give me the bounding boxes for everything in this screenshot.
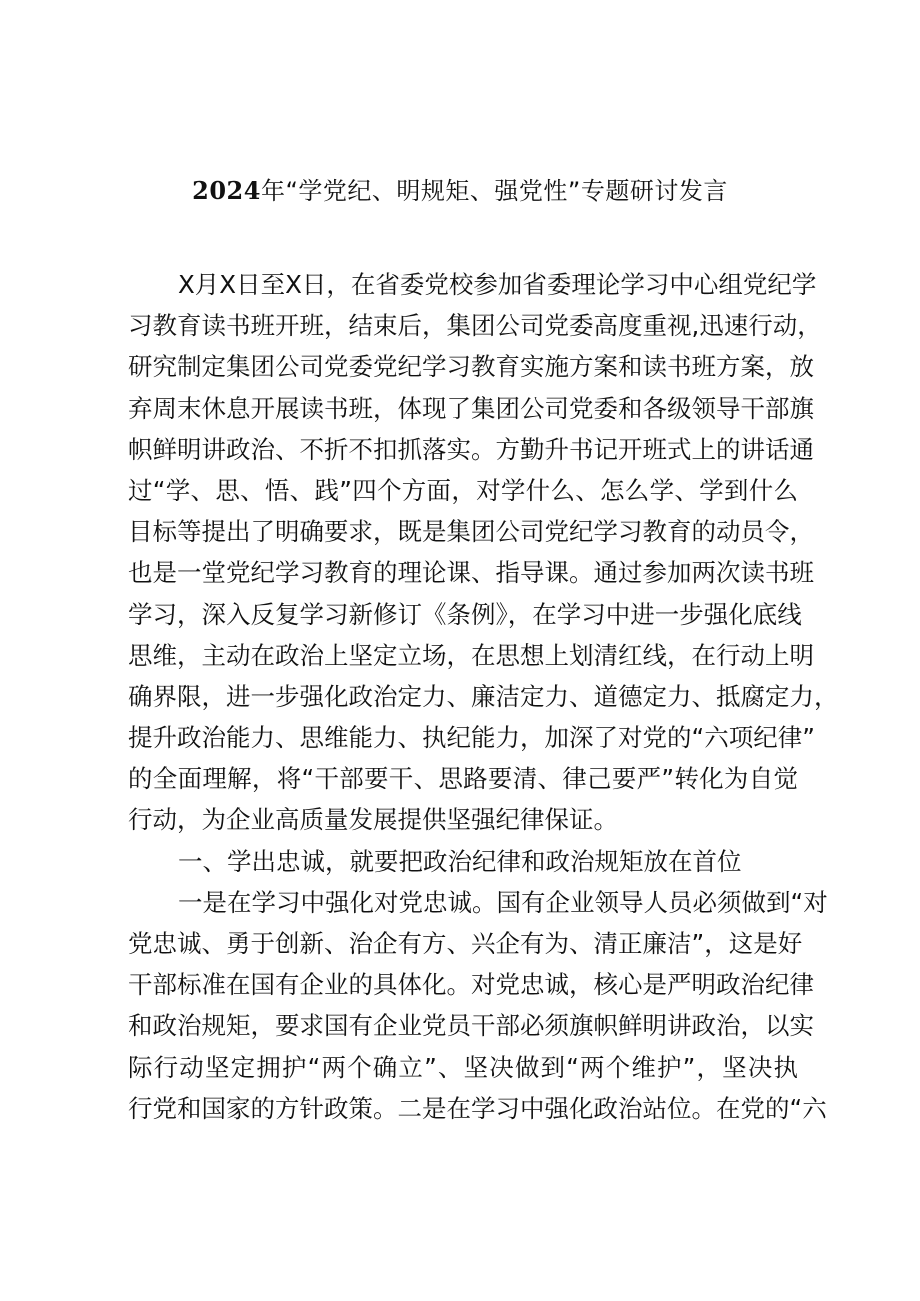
paragraph-line: 思维，主动在政治上坚定立场，在思想上划清红线，在行动上明 [128, 640, 814, 670]
paragraph-line: 也是一堂党纪学习教育的理论课、指导课。通过参加两次读书班 [128, 558, 814, 588]
paragraph-line: 党忠诚、勇于创新、治企有方、兴企有为、清正廉洁”，这是好 [128, 929, 803, 958]
title-text: 年“学党纪、明规矩、强党性”专题研讨发言 [260, 177, 728, 205]
paragraph-line: 行动，为企业高质量发展提供坚强纪律保证。 [128, 805, 618, 835]
paragraph-line: 际行动坚定拥护“两个确立”、坚决做到“两个维护”，坚决执 [128, 1052, 798, 1082]
section-heading-1 [128, 841, 798, 882]
paragraph-line: 习教育读书班开班，结束后，集团公司党委高度重视,迅速行动， [128, 311, 822, 341]
title-year: 2024 [192, 176, 261, 205]
paragraph-line: 行党和国家的方针政策。二是在学习中强化政治站位。在党的“六 [128, 1093, 827, 1123]
paragraph-line: 研究制定集团公司党委党纪学习教育实施方案和读书班方案，放 [128, 352, 814, 382]
document-body [128, 264, 839, 1129]
paragraph-line: 学习，深入反复学习新修订《条例》，在学习中进一步强化底线 [128, 599, 802, 629]
paragraph-line: 一是在学习中强化对党忠诚。国有企业领导人员必须做到“对 [178, 887, 828, 917]
paragraph-line: 目标等提出了明确要求，既是集团公司党纪学习教育的动员令， [128, 517, 814, 547]
paragraph-line: 过“学、思、悟、践”四个方面，对学什么、怎么学、学到什么 [128, 475, 798, 505]
paragraph-line: 弃周末休息开展读书班，体现了集团公司党委和各级领导干部旗 [128, 393, 814, 423]
paragraph-1 [128, 264, 839, 841]
paragraph-line: 的全面理解，将“干部要干、思路要清、律己要严”转化为自觉 [128, 764, 798, 794]
paragraph-2 [128, 882, 828, 1129]
paragraph-line: 干部标准在国有企业的具体化。对党忠诚，核心是严明政治纪律 [128, 970, 814, 1000]
paragraph-line: 提升政治能力、思维能力、执纪能力，加深了对党的“六项纪律” [128, 723, 815, 753]
paragraph-line: 确界限，进一步强化政治定力、廉洁定力、道德定力、抵腐定力， [128, 681, 839, 711]
paragraph-line: 和政治规矩，要求国有企业党员干部必须旗帜鲜明讲政治，以实 [128, 1011, 814, 1041]
paragraph-line: 帜鲜明讲政治、不折不扣抓落实。方勤升书记开班式上的讲话通 [128, 434, 814, 464]
section-heading-text: 一、学出忠诚，就要把政治纪律和政治规矩放在首位 [178, 846, 742, 876]
paragraph-line: X月X日至X日，在省委党校参加省委理论学习中心组党纪学 [178, 270, 817, 299]
document-title [0, 175, 920, 207]
